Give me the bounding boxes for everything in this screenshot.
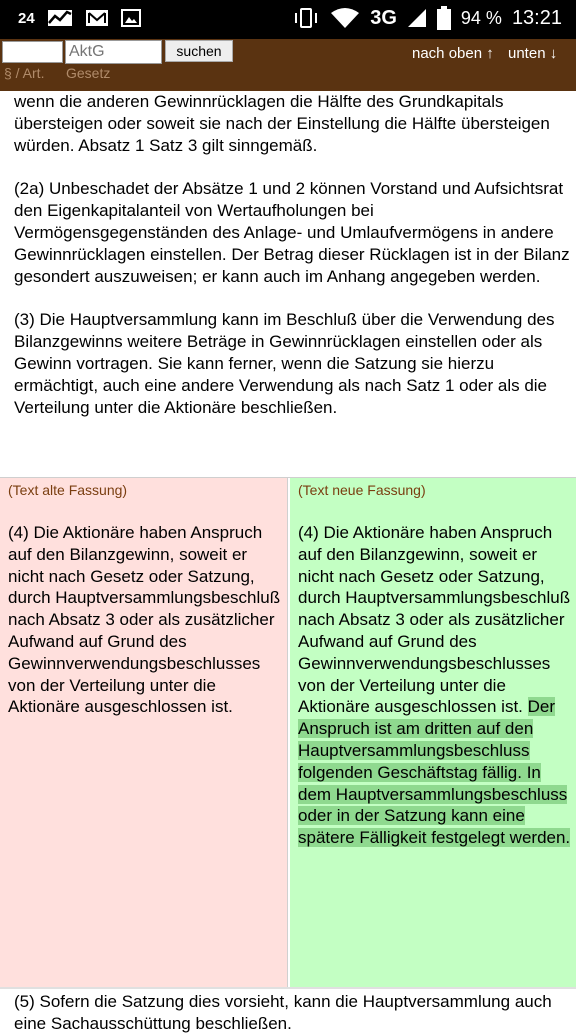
signal-chart-icon — [47, 8, 73, 28]
cell-signal-icon — [407, 8, 427, 28]
new-version-body — [298, 522, 574, 849]
search-toolbar — [0, 39, 576, 91]
paragraph-3: (3) Die Hauptversammlung kann im Beschluß über die Verwendung des Bilanzgewinns weitere Beträge in Gewinnrücklagen einstellen oder als Gewinn vortragen. Sie kann ferner, wenn die Satzung sie hierzu ermächtigt, auch eine andere Verwendung als nach Satz 1 oder als die Verteilung unter die Aktionäre beschließen. — [14, 310, 555, 417]
paragraph-5: (5) Sofern die Satzung dies vorsieht, kann die Hauptversammlung auch eine Sachausschüttung beschließen. — [14, 992, 552, 1033]
network-type: 3G — [370, 6, 397, 29]
search-button[interactable]: suchen — [165, 40, 233, 62]
old-version-header: (Text alte Fassung) — [8, 482, 128, 498]
paragraph-2a: (2a) Unbeschadet der Absätze 1 und 2 können Vorstand und Aufsichtsrat den Eigenkapitalanteil von Wertaufholungen bei Vermögensgegenständen des Anlage- und Umlaufvermögens in andere Gewinnrücklagen einstellen. Der Betrag dieser Rücklagen ist in der Bilanz gesondert auszuweisen; er kann auch im Anhang angegeben werden. — [14, 179, 570, 286]
battery-icon — [437, 6, 451, 30]
article-label: § / Art. — [4, 65, 45, 81]
old-version-text: (4) Die Aktionäre haben Anspruch auf den Bilanzgewinn, soweit er nicht nach Gesetz oder Satzung, durch Hauptversammlungsbeschluß nach Absatz 3 oder als zusätzlicher Aufwand auf Grund des Gewinnverwendungsbeschlusses von der Verteilung unter die Aktionäre ausgeschlossen ist. — [8, 523, 281, 717]
scroll-top-link[interactable]: nach oben ↑ — [412, 45, 494, 62]
notification-count: 24 — [18, 9, 35, 27]
article-input[interactable] — [2, 41, 63, 63]
law-input[interactable] — [65, 40, 162, 64]
paragraph: wenn die anderen Gewinnrücklagen die Hälfte des Grundkapitals übersteigen oder soweit sie nach der Einstellung die Hälfte übersteigen würden. Absatz 1 Satz 3 gilt sinngemäß. — [14, 92, 550, 155]
new-version-text: (4) Die Aktionäre haben Anspruch auf den Bilanzgewinn, soweit er nicht nach Gesetz oder Satzung, durch Hauptversammlungsbeschluß nach Absatz 3 oder als zusätzlicher Aufwand auf Grund des Gewinnverwendungsbeschlusses von der Verteilung unter die Aktionäre ausgeschlossen ist. — [298, 523, 571, 717]
clock: 13:21 — [511, 6, 562, 29]
status-bar — [0, 0, 576, 39]
new-version-column — [290, 478, 576, 987]
new-version-highlight: Der Anspruch ist am dritten auf den Hauptversammlungsbeschluss folgenden Geschäftstag fällig. In dem Hauptversammlungsbeschluss oder in der Satzung kann eine spätere Fälligkeit festgelegt werden. — [298, 697, 571, 848]
law-label: Gesetz — [66, 65, 111, 81]
old-version-column — [0, 478, 288, 987]
mail-icon — [85, 8, 109, 28]
section-divider-bottom — [0, 987, 576, 989]
law-text — [14, 91, 570, 440]
wifi-icon — [330, 7, 360, 29]
status-left — [18, 8, 141, 28]
vibrate-icon — [292, 7, 320, 29]
new-version-header: (Text neue Fassung) — [298, 482, 426, 498]
battery-percent: 94 % — [460, 7, 502, 28]
status-right — [292, 6, 562, 30]
scroll-down-link[interactable]: unten ↓ — [508, 45, 558, 62]
image-icon — [121, 8, 141, 28]
